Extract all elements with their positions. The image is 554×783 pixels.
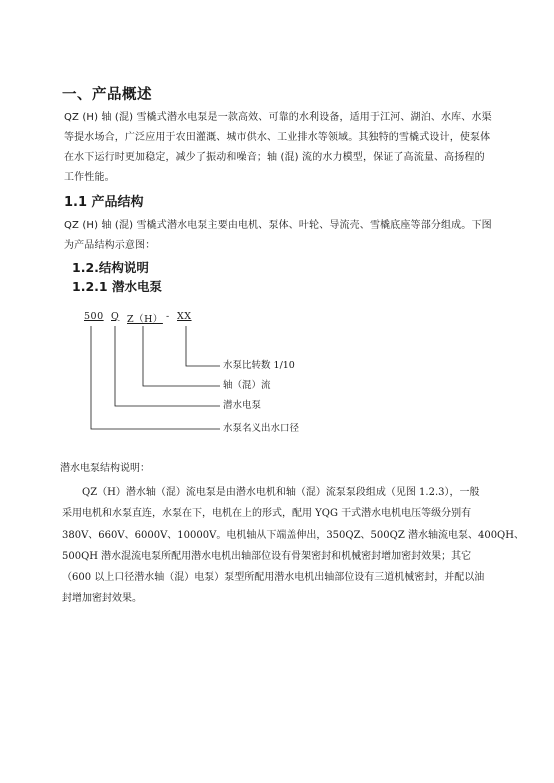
description-line: QZ（H）潜水轴（混）流电泵是由潜水电机和轴（混）流泵泵段组成（见图 1.2.3），一般 — [82, 487, 480, 498]
pump-description-title: 潜水电泵结构说明： — [60, 463, 150, 474]
model-code-zh: Z（H） — [127, 314, 163, 325]
model-code-caliber: 500 — [84, 311, 104, 322]
description-line: 采用电机和水泵直连，水泵在下，电机在上的形式，配用 YQG 干式潜水电机电压等级分别有 — [62, 508, 472, 520]
section-heading-structure: 1.1 产品结构 — [64, 195, 144, 210]
section-heading-structure-description: 1.2.结构说明 — [72, 260, 149, 275]
section-heading-overview: 一、产品概述 — [62, 87, 152, 103]
section-subheading-submersible-pump: 1.2.1 潜水电泵 — [72, 279, 162, 294]
overview-paragraph: QZ (H) 轴 (混) 雪橇式潜水电泵是一款高效、可靠的水利设备，适用于江河、湖泊、水库、水渠等提水场合，广泛应用于农田灌溉、城市供水、工业排水等领域。其独特的雪橇式设计，使泵体在水下运行时更加稳定，减少了振动和噪音；轴 (混) 流的水力模型，保证了高流量、高扬程的工作性能。 — [64, 112, 492, 183]
model-code-xx: XX — [177, 311, 192, 322]
structure-paragraph: QZ (H) 轴 (混) 雪橇式潜水电泵主要由电机、泵体、叶轮、导流壳、雪橇底座等部分组成。下图为产品结构示意图： — [64, 220, 492, 251]
pump-description-body — [62, 482, 524, 610]
label-speed-ratio: 水泵比转数 1/10 — [223, 360, 295, 371]
description-line: 500QH 潜水混流电泵所配用潜水电机出轴部位设有骨架密封和机械密封增加密封效果；其它 — [62, 550, 472, 562]
description-line: （600 以上口径潜水轴（混）电泵）泵型所配用潜水电机出轴部位设有三道机械密封，并配以油 — [62, 572, 485, 584]
label-flow-type: 轴（混）流 — [223, 380, 271, 391]
label-outlet-caliber: 水泵名义出水口径 — [223, 423, 300, 434]
connector-line-speed — [186, 326, 220, 366]
description-line: 380V、660V、6000V、10000V。电机轴从下端盖伸出，350QZ、500QZ 潜水轴流电泵、400QH、 — [62, 529, 524, 541]
model-code-q: Q — [111, 311, 120, 322]
connector-line-flow — [143, 326, 220, 386]
description-line: 封增加密封效果。 — [62, 593, 142, 605]
label-submersible-pump: 潜水电泵 — [223, 400, 262, 411]
model-code-dash: - — [166, 311, 170, 322]
connector-line-caliber — [91, 326, 220, 429]
